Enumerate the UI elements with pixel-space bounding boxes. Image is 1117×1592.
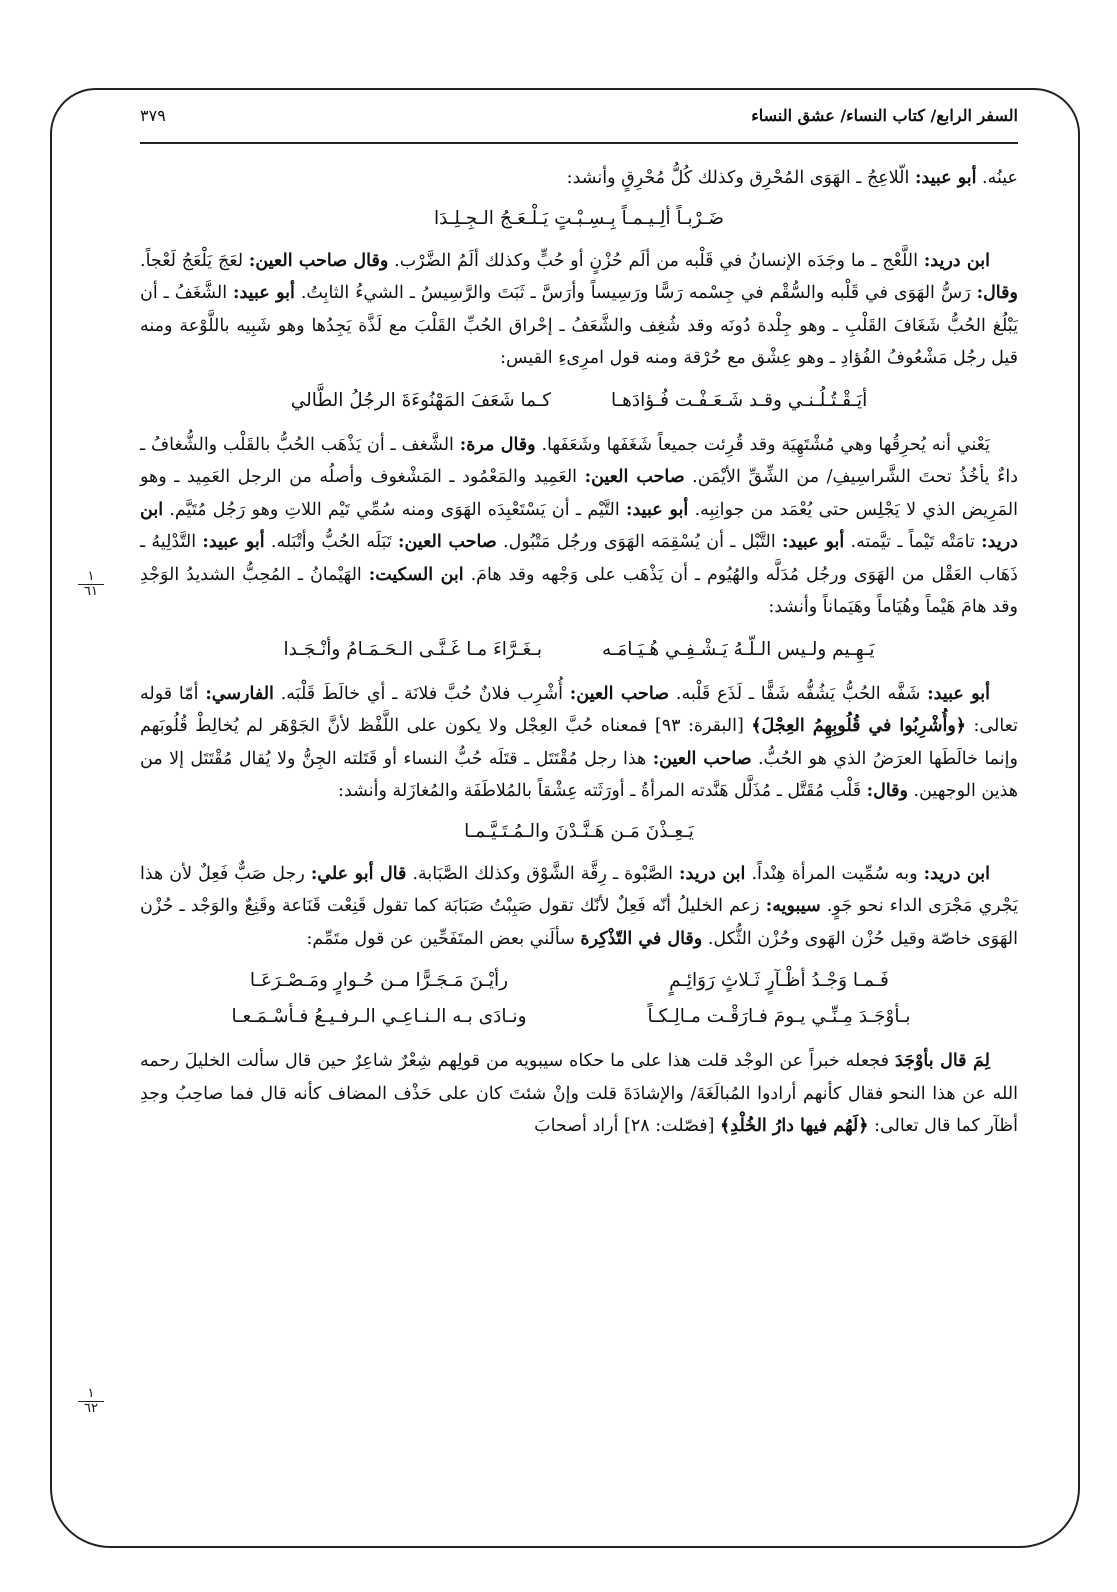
text-run: تامَتْه تَيْماً ـ تيَّمته. xyxy=(850,532,975,552)
source-name: أبو عبيد: xyxy=(914,168,977,188)
source-name: أبو عبيد: xyxy=(233,283,295,303)
source-name: وقال مرة: xyxy=(459,434,536,455)
paragraph-2 xyxy=(140,245,1018,375)
source-name: أبو عبيد: xyxy=(927,683,990,704)
verse-5-line-2 xyxy=(140,999,1018,1035)
source-name: ابن دريد: xyxy=(679,863,746,884)
quran-quote: ﴿لَهُم فيها دارُ الخُلْدِ﴾ xyxy=(720,1116,869,1136)
text-run: لعَجَ يَلْعَجُ لَعْجاً. xyxy=(140,250,244,271)
text-run: شَفَّه الحُبُّ يَشُفُّه شَفًّا ـ لَذَع قَلْبه. xyxy=(675,683,921,704)
source-name: صاحب العين: xyxy=(652,748,752,769)
text-run: فجعله خبراً عن الوجْد قلت هذا على ما حكاه سيبويه من قولِهم شِعْرٌ شاعِرٌ حين قال سألت الخليلَ رحمه الله عن هذا النحو فقال كأنهم أرادوا المُبالَغَةَ/ والإشادَةَ قلت وإنْ شئتَ كان على حَذْف المضاف كأنه قال فما صاحِبُ وجدِ أظآر كما قال تعالى: xyxy=(140,1051,1018,1136)
page-header xyxy=(140,100,1018,130)
text-run: الهَيْمانُ ـ المُحِبُّ الشديدُ الوَجْدِ وقد هامَ هَيْماً وهُيَاماً وهَيَماناً وأنشد: xyxy=(140,564,1018,617)
hemistich: بـأوْجَـدَ مِـنِّـي يـومَ فـارَقْـت مـالِـكـاً xyxy=(647,1006,911,1027)
hemistich: أيَـقْـتُـلُـنـي وقـد شَـعَـفْـت فُـؤادَهـا xyxy=(611,389,868,411)
page-content xyxy=(140,162,1018,1143)
text-run: رَسُّ الهَوَى في قَلْبه والسُّقْم في جِسْمه رَسًّا ورَسِيساً وأرَسَّ ـ ثَبَتَ والرَّسِيسُ ـ الشيءُ الثابِتُ. xyxy=(300,283,971,303)
text-run: عينُه. xyxy=(982,168,1018,188)
text-run: وبه سُمِّيت المرأة هِنْداً. xyxy=(751,863,918,884)
text-run: قَلْب مُقَتَّل ـ مُذَلَّل هَنَّدته المرأةُ ـ أورَثَته عِشْقاً بالمُلاطَفَة والمُغازَلة وأنشد: xyxy=(338,781,862,801)
text-run: الشَّغَفُ ـ أن يَبْلُغ الحُبُّ شَغَافَ القَلْبِ ـ وهو جِلْدة دُونَه وقد شُغِف والشَّعَفُ ـ إحْراق الحُبِّ القَلْبَ مع لَذَّة يَجِدُها وهو شَبِيه باللَّوْعة ومنه قيل رجُل مَشْعُوفُ الفُؤادِ ـ وهو عِشْق مع حُرْقة ومنه قول امرِىءِ القيس: xyxy=(140,283,1018,368)
source-name: قال أبو علي: xyxy=(310,863,407,884)
margin-note-1-num: ١ xyxy=(78,570,104,585)
source-name: أبو عبيد: xyxy=(781,532,845,552)
source-name: وقال صاحب العين: xyxy=(248,250,389,271)
text-run: [فصّلت: ٢٨] أراد أصحابَ xyxy=(534,1116,715,1136)
hemistich: يَـهِـيم ولـيس الـلّـهُ يَـشْـفِـي هُـيَـامَـه xyxy=(602,638,875,660)
source-name: أبو عبيد: xyxy=(202,532,265,552)
text-run: زعم الخليلُ أنّه فَعِلٌ لأنّك تقول صَبِبْتُ صَبَابَة كما تقول قَنِعْت قَنَاعة وقَنِعٌ والوَجْد ـ حُزْن الهَوَى خاصّة وقيل حُزْن الهَوى وحُزْن الثُّكل. xyxy=(140,896,1018,949)
margin-note-2-den: ٦٢ xyxy=(84,1401,98,1416)
hemistich: كـما شَعَفَ المَهْنُوءَةَ الرجُلُ الطَّالي xyxy=(290,389,552,411)
text-run: اللَّعْج ـ ما وجَدَه الإنسانُ في قَلْبه من ألَم حُزْنٍ أو حُبٍّ وكذلك ألَمُ الضَّرْب. xyxy=(394,250,918,271)
hemistich: ونـادَى بـه الـنـاعِـي الـرفـيـعُ فـأسْـمَـعـا xyxy=(231,1006,527,1027)
margin-note-2 xyxy=(78,1387,104,1416)
paragraph-6 xyxy=(140,1045,1018,1143)
source-name: سيبويه: xyxy=(765,896,821,916)
quran-quote: ﴿وأُشْرِبُوا في قُلُوبِهِمُ العِجْلَ﴾ xyxy=(751,716,967,736)
paragraph-3 xyxy=(140,429,1018,624)
text-run: أُشْرِب فلانٌ حُبَّ فلانَة ـ أي خالَطَ قَلْبَه. xyxy=(280,683,563,704)
text-run: يَعْني أنه يُحرِقُها وهي مُشْتَهِيَة وقد قُرِئت جميعاً شَغَفَها وشَعَفَها. xyxy=(541,434,990,455)
source-name: وقال: xyxy=(976,283,1018,303)
text-run: التَّيْم ـ أن يَسْتَعْبِدَه الهَوَى ومنه سُمِّي تَيْم اللاتِ وهو رَجُل مُتَيَّم. xyxy=(169,499,620,520)
verse-5-line-1 xyxy=(140,963,1018,999)
verse-3 xyxy=(140,632,1018,668)
source-name: ابن السكيت: xyxy=(368,564,464,585)
margin-note-1-den: ٦١ xyxy=(84,584,98,599)
text-run: رجل صَبٌّ فَعِلٌ لأن هذا يَجْري مَجْرَى الداء نحو جَوٍ. xyxy=(140,863,1018,916)
hemistich: بـغَـرَّاءَ مـا غَـنَّـى الـحَـمَـامُ وأنْـجَـدا xyxy=(283,638,543,660)
text-run: [البقرة: ٩٣] فمعناه حُبَّ العِجْل ولا يكون على اللَّفْظ لأنَّ الجَوْهَر لم يُخالِطْ قُلُوبَهم وإنما خالَطَها العرَضُ الذي هو الحُبُّ. xyxy=(140,716,1018,769)
source-name: ابن دريد: xyxy=(140,499,1018,552)
verse-2 xyxy=(140,383,1018,419)
text-run: التَّبْل ـ أن يُسْقِمَه الهَوَى ورجُل مَتْبُول. xyxy=(503,532,776,552)
hemistich: فَـمـا وَجْـدُ أظْـآرٍ ثَـلاثٍ رَوَائِـمٍ xyxy=(669,970,889,991)
source-name: صاحب العين: xyxy=(398,532,497,552)
source-name: لِمَ قال بأوْجَدَ xyxy=(894,1051,991,1071)
margin-note-1 xyxy=(78,570,104,599)
text-run: تَبَلَه الحُبُّ وأتْبَله. xyxy=(270,532,392,552)
text-run: العَمِيد والمَعْمُود ـ المَشْغوف وأصلُه من الرجل العَمِيد ـ وهو المَرِيض الذي لا يَجْلِس حتى يُعْمَد من جوانِبِه. xyxy=(140,467,1018,520)
margin-note-2-num: ١ xyxy=(78,1387,104,1402)
text-run: أمّا قوله تعالى: xyxy=(140,683,1018,736)
text-run: سألَني بعض المتَفَحِّين عن قول متَمِّم: xyxy=(306,928,575,949)
header-rule xyxy=(140,142,1018,144)
text-run: التَّدْلِيهُ ـ ذَهَاب العَقْل من الهَوَى ورجُل مُدَلَّه والهُيُوم ـ أن يَذْهَب على وَجْهه وقد هامَ. xyxy=(140,532,1018,585)
source-name: صاحب العين: xyxy=(569,683,670,704)
verse-5 xyxy=(140,963,1018,1035)
source-name: وقال في التّذْكِرة xyxy=(580,928,703,949)
hemistich: رأيْـنَ مَـجَـرًّا مـن حُـوارٍ ومَـصْـرَعَـا xyxy=(249,970,509,991)
source-name: صاحب العين: xyxy=(584,467,685,487)
page-number: ٣٧٩ xyxy=(140,105,166,125)
paragraph-5 xyxy=(140,858,1018,956)
text-run: الشَّغف ـ أن يَذْهَب الحُبُّ بالقَلْب والشُّغافُ ـ داءٌ يأخُذُ تحتَ الشَّراسِيفِ/ من الشِّقِّ الأيْمَن. xyxy=(140,434,1018,487)
verse-4: يَـعِـذْنَ مَـن هَـنَّـدْنَ والـمُـتَـيَّـمـا xyxy=(464,820,694,842)
paragraph-4 xyxy=(140,678,1018,808)
text-run: هذا رجل مُقْتَتَل ـ قتَلَه حُبُّ النساء أو قَتَلته الجِنُّ ولا يُقال مُقْتَتَل إلا من هذين الوجهين. xyxy=(140,748,1018,801)
source-name: ابن دريد: xyxy=(923,863,990,884)
source-name: وقال: xyxy=(866,781,908,801)
source-name: ابن دريد: xyxy=(923,250,990,271)
text-run: الّلاعِجُ ـ الهَوَى المُحْرِق وكذلك كُلُّ مُحْرِقٍ وأنشد: xyxy=(566,168,910,188)
text-run: الصَّبْوة ـ رِقَّة الشَّوْق وكذلك الصَّبَابة. xyxy=(412,863,674,884)
source-name: أبو عبيد: xyxy=(626,499,689,520)
paragraph-1 xyxy=(140,162,1018,195)
running-title: السفر الرابع/ كتاب النساء/ عشق النساء xyxy=(751,105,1018,125)
verse-1: ضَـرْبـاً ألِـيـمـاً بِـسِـبْـتٍ يَـلْـعَـجُ الـجِـلِـدَا xyxy=(433,207,725,229)
source-name: الفارسي: xyxy=(205,683,274,704)
